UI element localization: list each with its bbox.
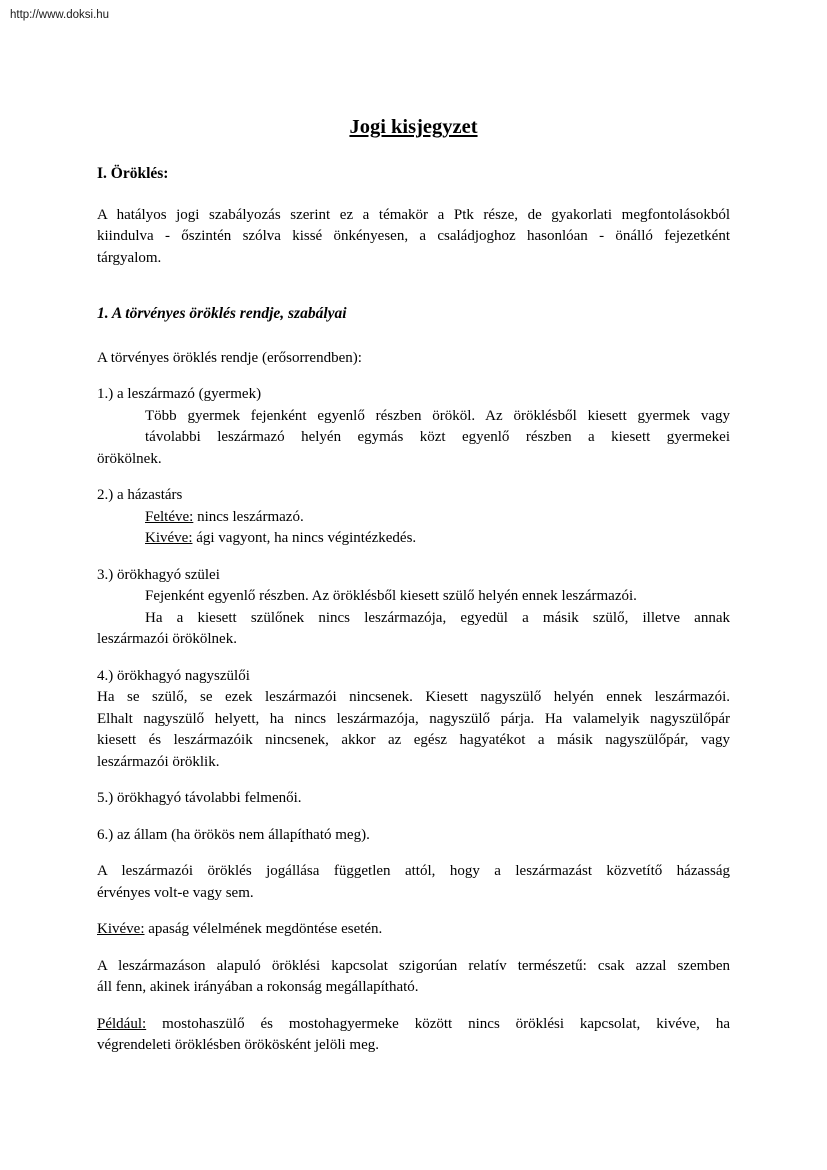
text-line: Ha se szülő, se ezek leszármazói nincsenek. Kiesett nagyszülő helyén ennek leszármazói.: [97, 689, 730, 705]
page-title-text: Jogi kisjegyzet: [349, 116, 478, 138]
text-line: távolabbi leszármazó helyén egymás közt egyenlő részben a kiesett gyermekei: [145, 429, 730, 445]
item-label: 2.) a házastárs: [97, 487, 183, 503]
text-line: tárgyalom.: [97, 249, 162, 266]
text-line: Több gyermek fejenként egyenlő részben örököl. Az öröklésből kiesett gyermek vagy: [145, 407, 730, 424]
source-url: http://www.doksi.hu: [10, 9, 110, 21]
example-prefix: Például:: [97, 1015, 147, 1032]
page-title: [97, 0, 730, 139]
text-line: leszármazói öröklik.: [97, 753, 220, 770]
text-line: Elhalt nagyszülő helyett, ha nincs leszármazója, nagyszülő párja. Ha valamelyik nagyszülőpár: [97, 710, 730, 727]
item-label: 1.) a leszármazó (gyermek): [97, 386, 262, 402]
text-line: A leszármazáson alapuló öröklési kapcsolat szigorúan relatív természetű: csak azzal szemben: [97, 957, 730, 974]
condition-prefix: Kivéve:: [145, 530, 193, 546]
exception-paragraph: [97, 919, 730, 941]
condition-line: [97, 507, 730, 529]
body-paragraph: [97, 956, 730, 999]
text-line: örökölnek.: [97, 450, 162, 467]
order-intro: A törvényes öröklés rendje (erősorrendben):: [97, 349, 362, 366]
section-heading: 1. A törvényes öröklés rendje, szabályai: [97, 305, 347, 322]
exception-text: apaság vélelmének megdöntése esetén.: [144, 921, 383, 937]
exception-prefix: Kivéve:: [97, 921, 145, 937]
text-line: kiesett és leszármazóik nincsenek, akkor az egész hagyatékot a másik nagyszülőpár, vagy: [97, 732, 730, 748]
list-item-4: [97, 666, 730, 774]
example-text: mostohaszülő és mostohagyermeke között nincs öröklési kapcsolat, kivéve, ha: [146, 1015, 730, 1032]
document-content: [97, 0, 730, 1057]
condition-prefix: Feltéve:: [145, 508, 194, 525]
intro-paragraph: [97, 205, 730, 270]
item-label: 4.) örökhagyó nagyszülői: [97, 667, 250, 684]
text-line: A leszármazói öröklés jogállása független attól, hogy a leszármazást közvetítő házasság: [97, 863, 730, 879]
text-line: leszármazói örökölnek.: [97, 631, 237, 647]
list-item-5: 5.) örökhagyó távolabbi felmenői.: [97, 790, 302, 806]
text-line: áll fenn, akinek irányában a rokonság megállapítható.: [97, 979, 419, 995]
list-item-6: 6.) az állam (ha örökös nem állapítható meg).: [97, 826, 370, 843]
list-item-3: [97, 565, 730, 651]
text-line: kiindulva - őszintén szólva kissé önkényesen, a családjoghoz hasonlóan - önálló fejezetként: [97, 228, 730, 244]
condition-line: [97, 528, 730, 550]
item-label: 3.) örökhagyó szülei: [97, 566, 220, 583]
body-paragraph: [97, 861, 730, 904]
text-line: [97, 919, 730, 941]
condition-text: ági vagyont, ha nincs végintézkedés.: [192, 530, 417, 546]
condition-text: nincs leszármazó.: [193, 508, 304, 525]
list-item-1: [97, 384, 730, 470]
text-line: Fejenként egyenlő részben. Az öröklésből kiesett szülő helyén ennek leszármazói.: [145, 588, 637, 604]
text-line: érvényes volt-e vagy sem.: [97, 884, 254, 901]
text-line: végrendeleti öröklésben örökösként jelöli meg.: [97, 1037, 380, 1053]
chapter-heading: I. Öröklés:: [97, 165, 169, 182]
text-line: A hatályos jogi szabályozás szerint ez a témakör a Ptk része, de gyakorlati megfontolásokból: [97, 206, 730, 223]
example-paragraph: [97, 1014, 730, 1057]
text-line: Ha a kiesett szülőnek nincs leszármazója, egyedül a másik szülő, illetve annak: [145, 609, 730, 626]
list-item-2: [97, 485, 730, 550]
text-line: [97, 1014, 730, 1036]
